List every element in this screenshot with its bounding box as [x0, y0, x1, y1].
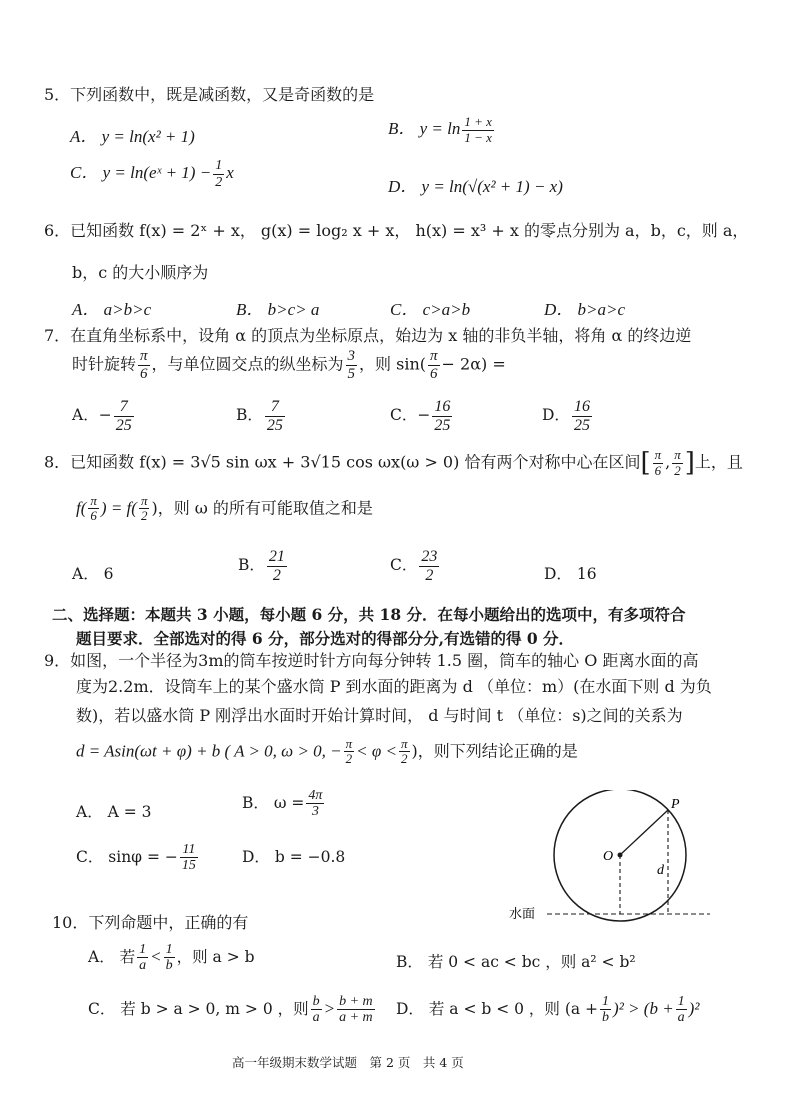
- q10-stem: 10．下列命题中，正确的有: [52, 913, 249, 932]
- label-p: P: [671, 797, 680, 812]
- q9-option-b: B． ω = $\frac{4\pi}{3}$: [242, 788, 323, 820]
- q7-line2: 时针旋转 $\frac{\pi}{6}$ ，与单位圆交点的纵坐标为 $\frac{3}{5}$ ，则 sin( $\frac{\pi}{6}$ − 2α) =: [72, 348, 506, 382]
- q8-line2: f( $\frac{\pi}{6}$ ) = f( $\frac{\pi}{2}$ )，则 ω 的所有可能取值之和是: [76, 493, 373, 524]
- q8-option-b: B． $\frac{21}{2}$: [238, 548, 285, 584]
- q9-option-a: A． A = 3: [76, 803, 152, 821]
- q7-option-a: A．− $\frac{7}{25}$: [72, 398, 132, 434]
- q8-line1: 8．已知函数 f(x) = 3√5 sin ωx + 3√15 cos ωx(ω > 0) 恰有两个对称中心在区间[ $\frac{\pi}{6}$ , $\frac{\pi}{2}$ ]上，且: [44, 447, 743, 478]
- q9-option-c: C． sinφ = − $\frac{11}{15}$: [76, 842, 196, 874]
- section2-line2: 题目要求．全部选对的得 6 分，部分选对的得部分分,有选错的得 0 分．: [76, 629, 575, 648]
- q7-option-c: C．− $\frac{16}{25}$: [390, 398, 451, 434]
- q6-line2: b，c 的大小顺序为: [72, 263, 209, 282]
- q6-option-a: A． a>b>c: [72, 300, 152, 319]
- q9-line2: 度为2.2m．设筒车上的某个盛水筒 P 到水面的距离为 d （单位：m）(在水面下则 d 为负: [76, 677, 712, 696]
- q5-stem: 5．下列函数中，既是减函数，又是奇函数的是: [44, 85, 375, 104]
- q10-option-c: C． 若 b > a > 0, m > 0 ，则 $\frac{b}{a}$ > $\frac{b + m}{a + m}$: [88, 994, 373, 1026]
- label-d: d: [657, 863, 664, 878]
- q5-option-d: D． y = ln(√(x² + 1) − x): [388, 177, 563, 196]
- q10-option-a: A． 若 $\frac{1}{a}$ < $\frac{1}{b}$ ，则 a > b: [88, 942, 255, 974]
- q5-option-a: A． y = ln(x² + 1): [70, 127, 195, 146]
- q10-option-b: B． 若 0 < ac < bc ，则 a² < b²: [396, 953, 636, 971]
- label-water-surface: 水面: [509, 906, 536, 921]
- q7-option-b: B． $\frac{7}{25}$: [236, 398, 283, 434]
- radius-line: [620, 810, 668, 855]
- label-o: O: [603, 849, 614, 864]
- q10-option-d: D． 若 a < b < 0 ，则 (a + $\frac{1}{b}$ )² > (b + $\frac{1}{a}$ )²: [396, 994, 700, 1026]
- q6-option-c: C． c>a>b: [390, 300, 471, 319]
- q9-line1: 9．如图，一个半径为3m的筒车按逆时针方向每分钟转 1.5 圈，筒车的轴心 O 距离水面的高: [44, 651, 699, 670]
- q8-option-d: D． 16: [544, 565, 597, 583]
- water-wheel-figure: [505, 790, 715, 930]
- q7-option-d: D． $\frac{16}{25}$: [542, 398, 590, 434]
- q6-option-b: B． b>c> a: [236, 300, 320, 319]
- q8-option-a: A． 6: [72, 565, 114, 583]
- q5-option-b: B． y = ln $\frac{1 + x}{1 - x}$: [388, 114, 492, 145]
- section2-line1: 二、选择题：本题共 3 小题，每小题 6 分，共 18 分．在每小题给出的选项中，有多项符合: [52, 605, 686, 624]
- q5-option-c: C． y = ln(eˣ + 1) − $\frac{1}{2}$ x: [70, 158, 234, 190]
- q9-option-d: D． b = −0.8: [242, 848, 346, 866]
- q9-line3: 数)，若以盛水筒 P 刚浮出水面时开始计算时间， d 与时间 t （单位：s)之间的关系为: [76, 706, 683, 725]
- q9-line4: d = Asin(ωt + φ) + b ( A > 0, ω > 0, − $\frac{\pi}{2}$ < φ < $\frac{\pi}{2}$ )，则下列结论正确的是: [76, 736, 578, 767]
- q8-option-c: C． $\frac{23}{2}$: [390, 548, 438, 584]
- q6-option-d: D． b>a>c: [544, 300, 626, 319]
- q6-line1: 6．已知函数 f(x) = 2ˣ + x， g(x) = log₂ x + x， h(x) = x³ + x 的零点分别为 a，b，c，则 a，: [44, 221, 749, 240]
- q7-line1: 7．在直角坐标系中，设角 α 的顶点为坐标原点，始边为 x 轴的非负半轴，将角 α 的终边逆: [44, 326, 692, 345]
- page-footer: 高一年级期末数学试题 第 2 页 共 4 页: [232, 1055, 464, 1070]
